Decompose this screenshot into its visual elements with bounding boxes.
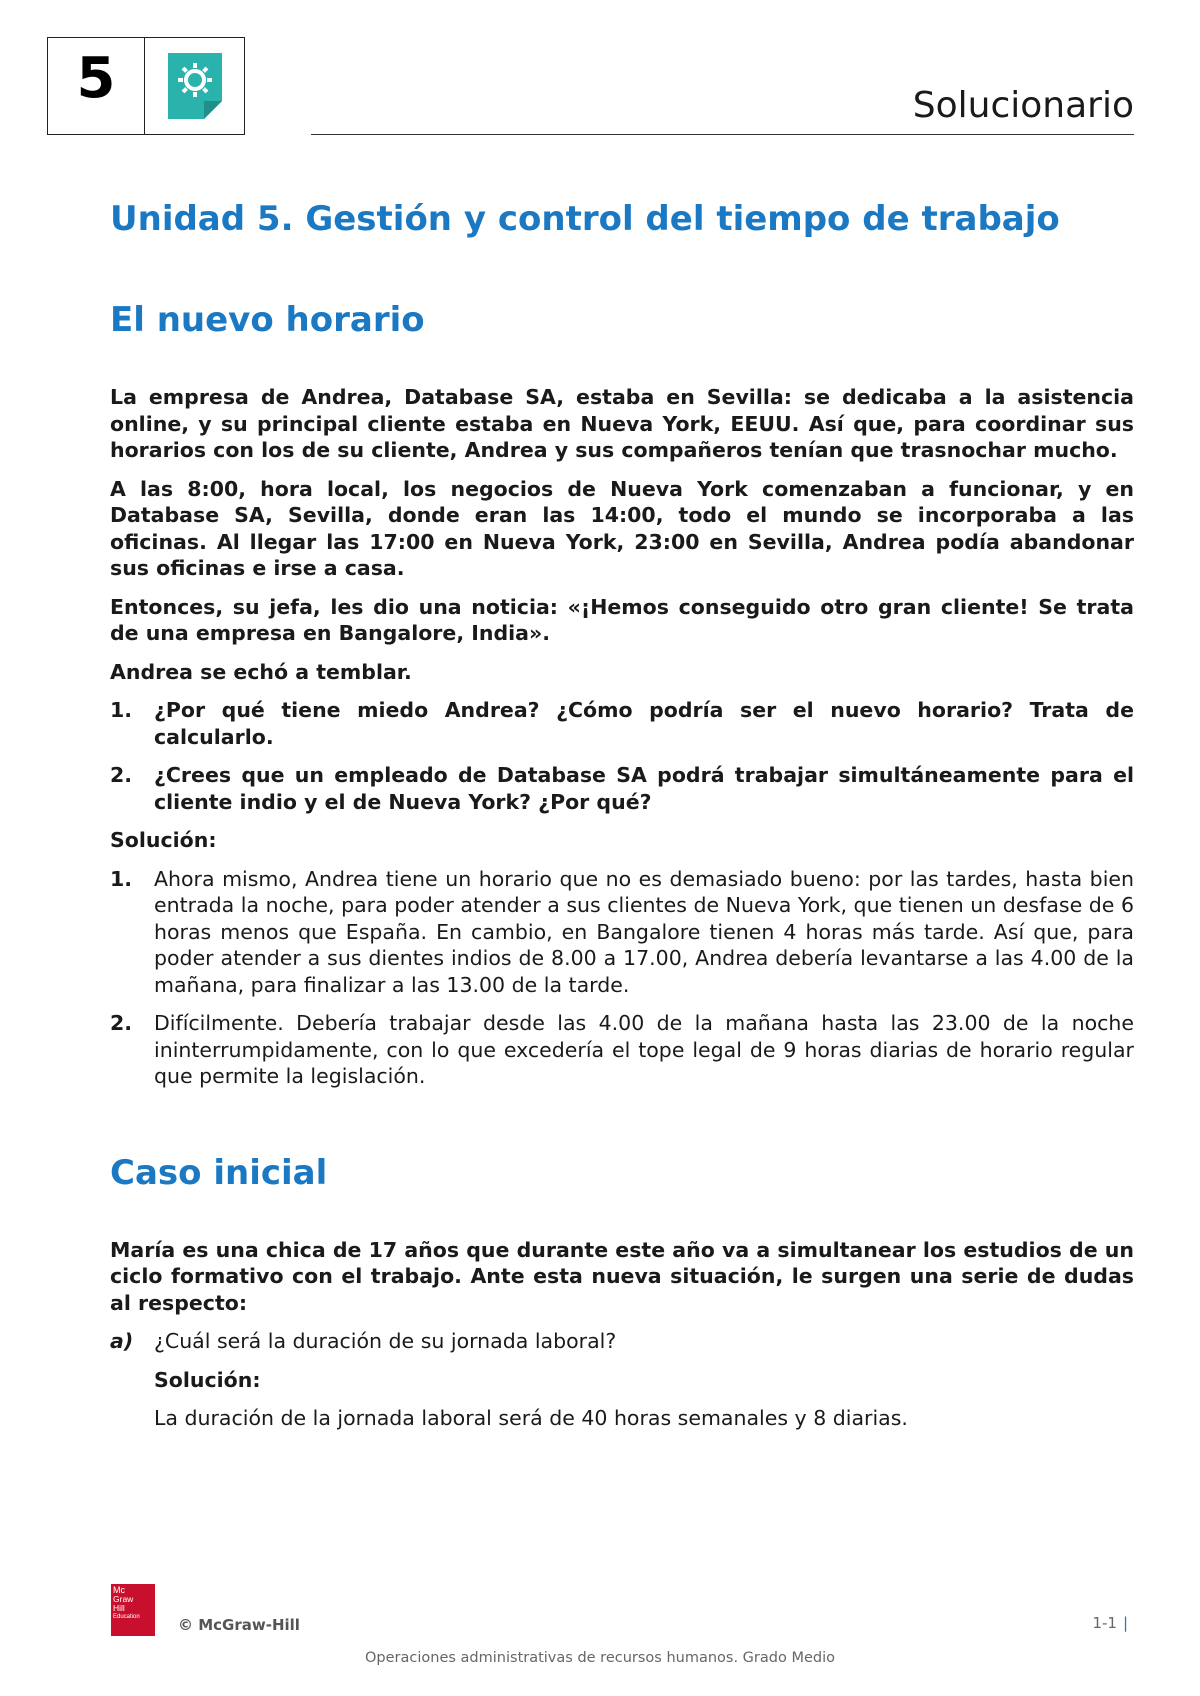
case-intro-paragraph: María es una chica de 17 años que durante este año va a simultanear los estudios de un ciclo formativo con el trabajo. Ante esta nueva situación, le surgen una serie de dudas al respecto:	[110, 1237, 1134, 1315]
section-heading-nuevo-horario: El nuevo horario	[110, 300, 425, 341]
header-title: Solucionario	[912, 85, 1134, 126]
unit-number-box	[47, 37, 145, 135]
unit-number: 5	[76, 46, 116, 111]
page-number-value: 1-1	[1092, 1614, 1117, 1632]
question-number: 2.	[110, 763, 133, 788]
page-number-bar: |	[1122, 1614, 1128, 1632]
question-text: ¿Crees que un empleado de Database SA podrá trabajar simultáneamente para el cliente indio y el de Nueva York? ¿Por qué?	[154, 763, 1134, 814]
solution-label: Solución:	[110, 828, 217, 853]
question-number: 1.	[110, 698, 133, 723]
paragraph-schedule: A las 8:00, hora local, los negocios de Nueva York comenzaban a funcionar, y en Database SA, Sevilla, donde eran las 14:00, todo el mundo se incorporaba a las oficinas. Al llegar las 17:00 en Nueva York, 23:00 en Sevilla, Andrea podía abandonar sus oficinas e irse a casa.	[110, 476, 1134, 581]
logo-line: Hill	[113, 1603, 125, 1613]
course-title: Operaciones administrativas de recursos humanos. Grado Medio	[365, 1650, 835, 1666]
question-item	[110, 762, 1134, 815]
intro-paragraph: La empresa de Andrea, Database SA, estaba en Sevilla: se dedicaba a la asistencia online, y su principal cliente estaba en Nueva York, EEUU. Así que, para coordinar sus horarios con los de su cliente, Andrea y sus compañeros tenían que trasnochar mucho.	[110, 385, 1134, 463]
case-solution-label: Solución:	[154, 1367, 261, 1392]
question-item	[110, 697, 1134, 750]
case-answer-a: La duración de la jornada laboral será de 40 horas semanales y 8 diarias.	[154, 1406, 908, 1431]
answer-text: Ahora mismo, Andrea tiene un horario que no es demasiado bueno: por las tardes, hasta bien entrada la noche, para poder atender a sus clientes de Nueva York, que tienen un desfase de 6 horas menos que España. En cambio, en Bangalore tienen 4 horas más tarde. Así que, para poder atender a sus dientes indios de 8.00 a 17.00, Andrea debería levantarse a las 4.00 de la mañana, para finalizar a las 13.00 de la tarde.	[154, 866, 1134, 997]
logo-line: Education	[113, 1614, 140, 1620]
page-number	[1092, 1614, 1128, 1632]
header-divider	[311, 134, 1134, 135]
logo-line: Mc	[113, 1585, 125, 1595]
publisher-logo	[111, 1584, 155, 1636]
answer-text: Difícilmente. Debería trabajar desde las 4.00 de la mañana hasta las 23.00 de la noche ininterrumpidamente, con lo que excedería el tope legal de 9 horas diarias de horario regular que permite la legislación.	[154, 1011, 1134, 1089]
answer-number: 2.	[110, 1011, 133, 1036]
logo-line: Graw	[113, 1594, 134, 1604]
case-question-a	[110, 1328, 1134, 1355]
copyright: © McGraw-Hill	[178, 1616, 300, 1634]
page-content	[110, 200, 1134, 1432]
answer-number: 1.	[110, 866, 133, 891]
case-question-text: ¿Cuál será la duración de su jornada laboral?	[154, 1329, 617, 1354]
answer-item	[110, 1010, 1134, 1090]
gear-document-icon	[168, 53, 222, 119]
question-text: ¿Por qué tiene miedo Andrea? ¿Cómo podría ser el nuevo horario? Trata de calcularlo.	[154, 698, 1134, 749]
page-title: Unidad 5. Gestión y control del tiempo de trabajo	[110, 199, 1060, 239]
paragraph-news: Entonces, su jefa, les dio una noticia: «¡Hemos conseguido otro gran cliente! Se trata de una empresa en Bangalore, India».	[110, 594, 1134, 646]
case-item-label: a)	[110, 1329, 134, 1354]
section-heading-caso-inicial: Caso inicial	[110, 1152, 328, 1193]
answer-item	[110, 866, 1134, 999]
icon-box	[145, 37, 245, 135]
paragraph-tremble: Andrea se echó a temblar.	[110, 659, 412, 684]
